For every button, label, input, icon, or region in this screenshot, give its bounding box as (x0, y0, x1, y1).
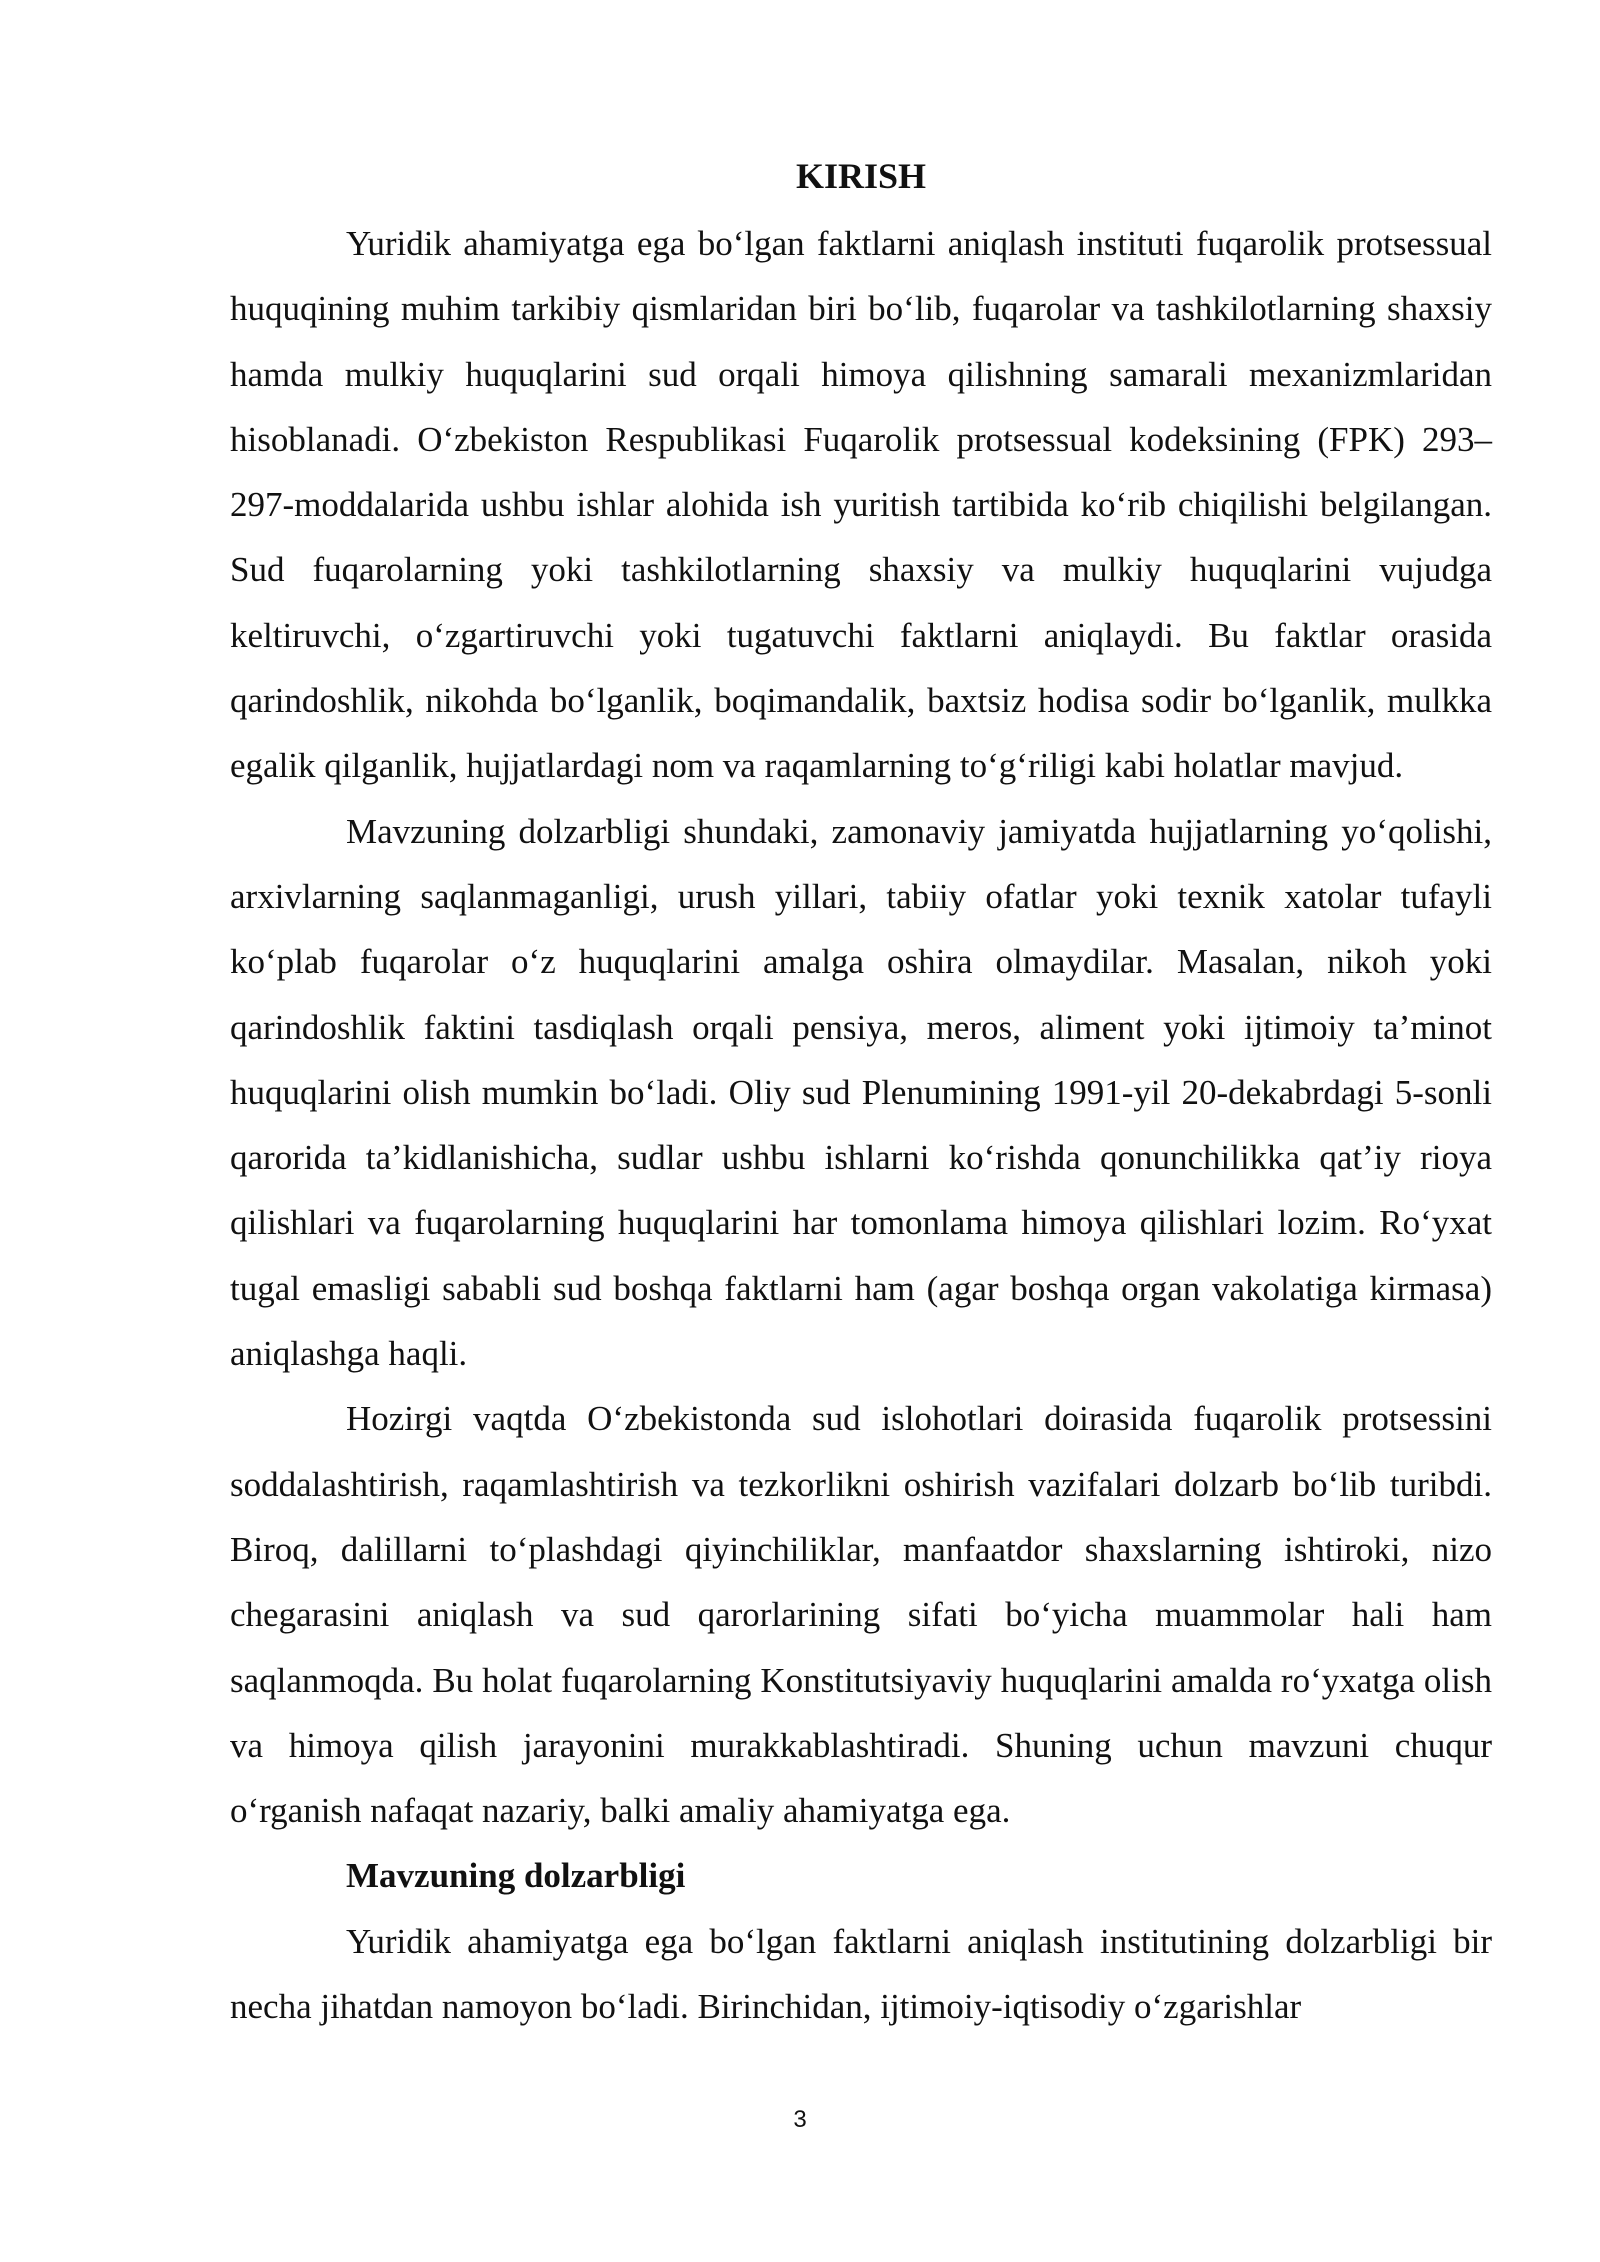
subheading: Mavzuning dolzarbligi (346, 1856, 686, 1896)
section-title: KIRISH (795, 156, 927, 196)
paragraph-2: Mavzuning dolzarbligi shundaki, zamonaviy jamiyatda hujjatlarning yo‘qolishi, arxivlarning saqlanmaganligi, urush yillari, tabiiy ofatlar yoki texnik xatolar tufayli ko‘plab fuqarolar o‘z huquqlarini amalga oshira olmaydilar. Masalan, nikoh yoki qarindoshlik faktini tasdiqlash orqali pensiya, meros, aliment yoki ijtimoiy ta’minot huquqlarini olish mumkin bo‘ladi. Oliy sud Plenumining 1991-yil 20-dekabrdagi 5-sonli qarorida ta’kidlanishicha, sudlar ushbu ishlarni ko‘rishda qonunchilikka qat’iy rioya qilishlari va fuqarolarning huquqlarini har tomonlama himoya qilishlari lozim. Ro‘yxat tugal emasligi sababli sud boshqa faktlarni ham (agar boshqa organ vakolatiga kirmasa) aniqlashga haqli. (230, 811, 1492, 1374)
paragraph-1: Yuridik ahamiyatga ega bo‘lgan faktlarni aniqlash instituti fuqarolik protsessual huquqining muhim tarkibiy qismlaridan biri bo‘lib, fuqarolar va tashkilotlarning shaxsiy hamda mulkiy huquqlarini sud orqali himoya qilishning samarali mexanizmlaridan hisoblanadi. O‘zbekiston Respublikasi Fuqarolik protsessual kodeksining (FPK) 293–297-moddalarida ushbu ishlar alohida ish yuritish tartibida ko‘rib chiqilishi belgilangan. Sud fuqarolarning yoki tashkilotlarning shaxsiy va mulkiy huquqlarini vujudga keltiruvchi, o‘zgartiruvchi yoki tugatuvchi faktlarni aniqlaydi. Bu faktlar orasida qarindoshlik, nikohda bo‘lganlik, boqimandalik, baxtsiz hodisa sodir bo‘lganlik, mulkka egalik qilganlik, hujjatlardagi nom va raqamlarning to‘g‘riligi kabi holatlar mavjud. (230, 224, 1492, 786)
page-number: 3 (793, 2106, 807, 2133)
paragraph-4: Yuridik ahamiyatga ega bo‘lgan faktlarni aniqlash institutining dolzarbligi bir necha jihatdan namoyon bo‘ladi. Birinchidan, ijtimoiy-iqtisodiy o‘zgarishlar (230, 1921, 1492, 2027)
document-page (230, 146, 1492, 2039)
paragraph-3: Hozirgi vaqtda O‘zbekistonda sud islohotlari doirasida fuqarolik protsessini soddalashtirish, raqamlashtirish va tezkorlikni oshirish vazifalari dolzarb bo‘lib turibdi. Biroq, dalillarni to‘plashdagi qiyinchiliklar, manfaatdor shaxslarning ishtiroki, nizo chegarasini aniqlash va sud qarorlarining sifati bo‘yicha muammolar hali ham saqlanmoqda. Bu holat fuqarolarning Konstitutsiyaviy huquqlarini amalda ro‘yxatga olish va himoya qilish jarayonini murakkablashtiradi. Shuning uchun mavzuni chuqur o‘rganish nafaqat nazariy, balki amaliy ahamiyatga ega. (230, 1399, 1492, 1831)
